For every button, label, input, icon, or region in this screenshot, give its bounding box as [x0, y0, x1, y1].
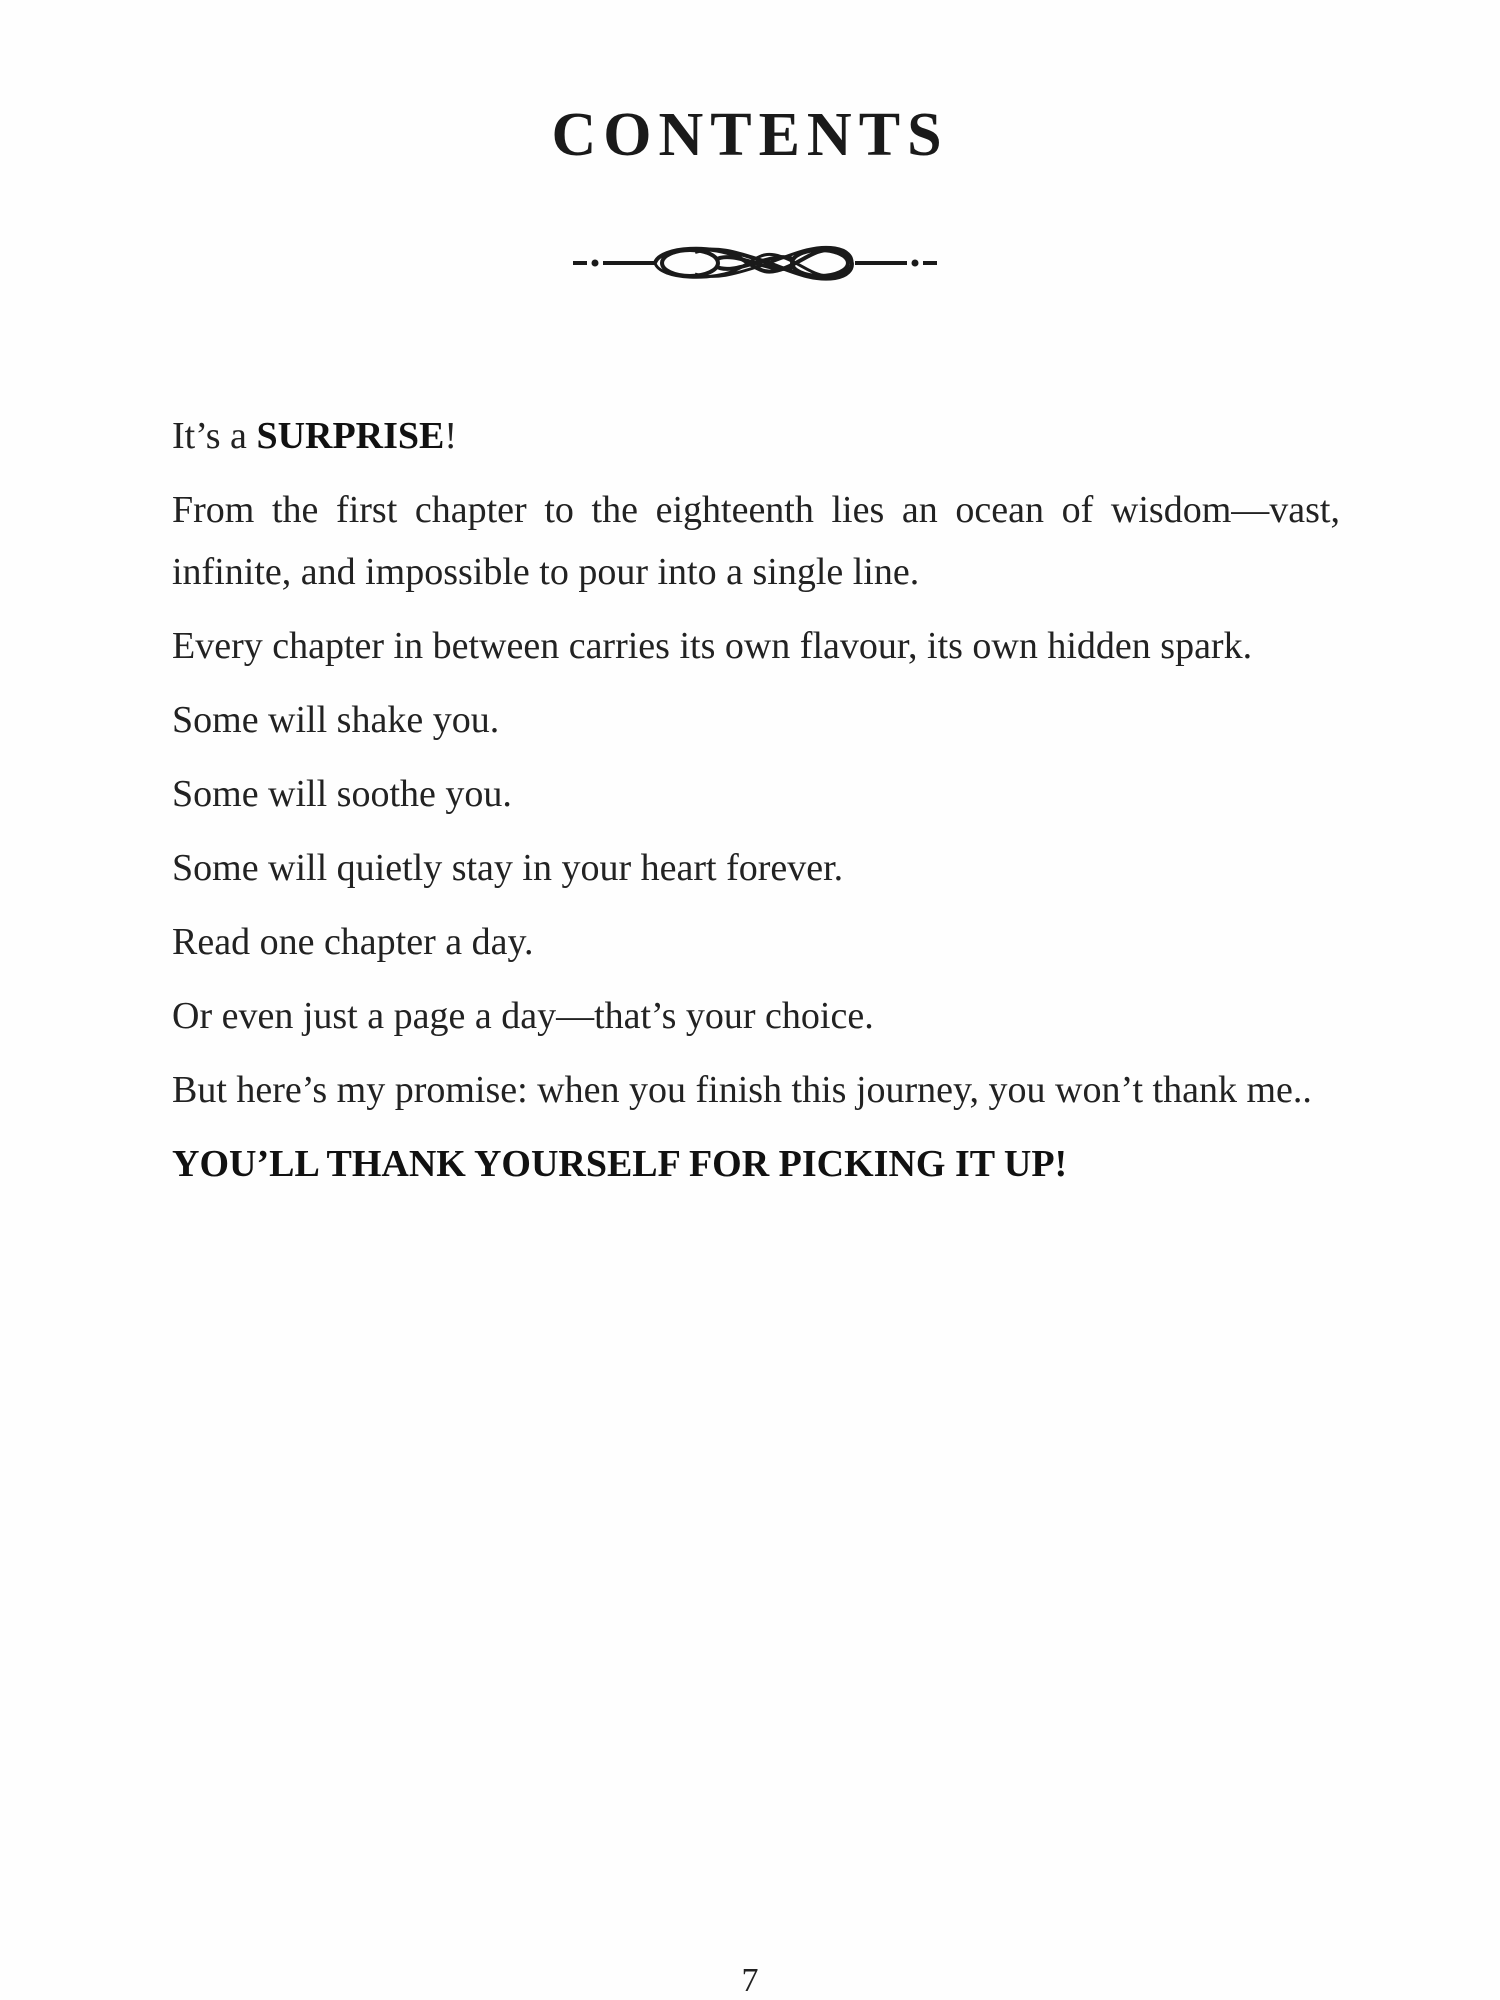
paragraph-shake: Some will shake you. — [172, 699, 500, 741]
paragraph-chapter-a-day: Read one chapter a day. — [172, 921, 534, 963]
paragraph-soothe: Some will soothe you. — [172, 773, 512, 815]
page-number: 7 — [741, 1962, 759, 1999]
closing-statement: YOU’LL THANK YOURSELF FOR PICKING IT UP! — [172, 1143, 1068, 1185]
paragraph-ocean-of-wisdom: From the first chapter to the eighteenth lies an ocean of wisdom—vast, infinite, and impossible to pour into a single line. — [172, 489, 1340, 593]
paragraph-stay: Some will quietly stay in your heart forever. — [172, 847, 844, 889]
page-title: CONTENTS — [551, 101, 949, 169]
intro-prefix: It’s a — [172, 415, 257, 457]
paragraph-promise: But here’s my promise: when you finish this journey, you won’t thank me.. — [172, 1069, 1312, 1111]
paragraph-page-a-day: Or even just a page a day—that’s your choice. — [172, 995, 874, 1037]
paragraph-every-chapter: Every chapter in between carries its own flavour, its own hidden spark. — [172, 625, 1253, 667]
intro-emphasis: SURPRISE — [256, 415, 445, 457]
intro-line — [172, 405, 1340, 467]
contents-body — [172, 405, 1340, 1207]
intro-suffix: ! — [444, 415, 458, 457]
flourish-divider-icon — [565, 238, 945, 288]
